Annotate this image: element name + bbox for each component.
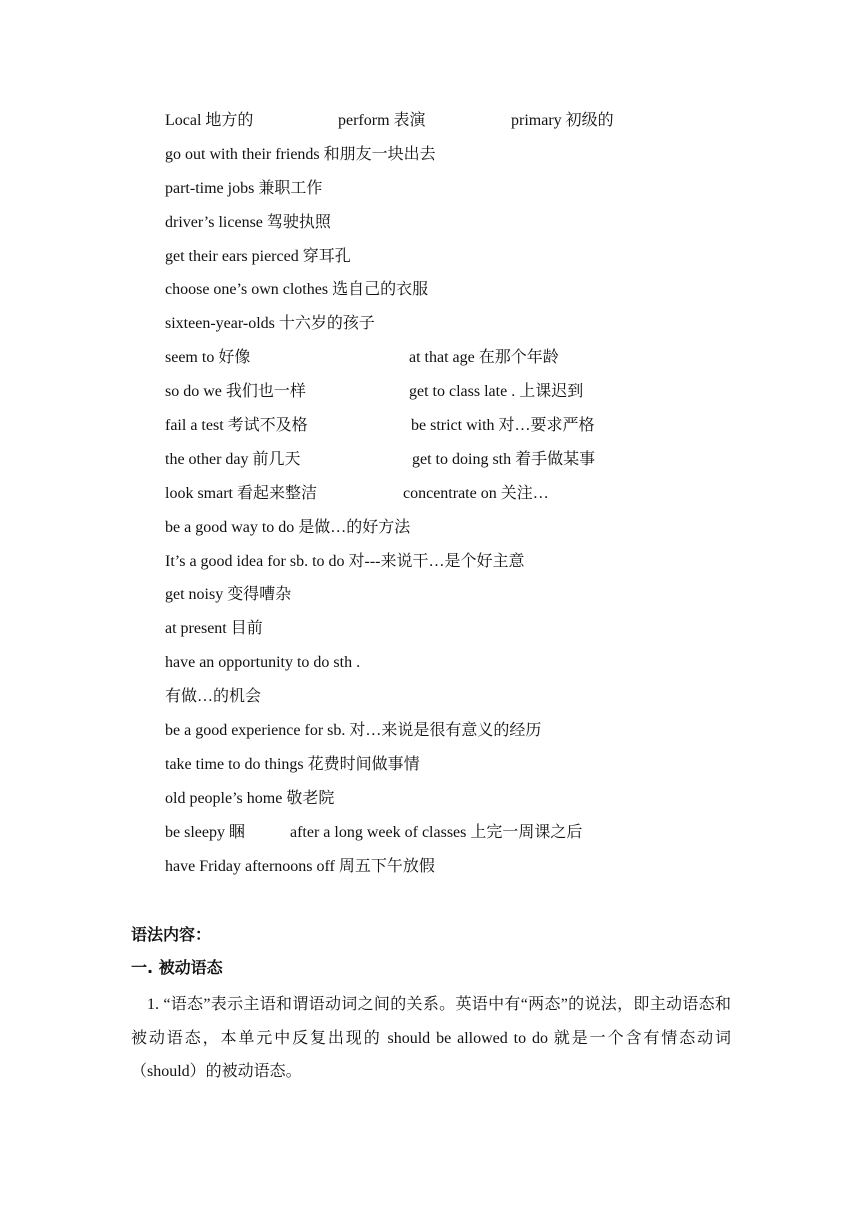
vocab-row [165,244,785,278]
vocab-entry: concentrate on 关注… [403,484,549,502]
vocab-entry: so do we 我们也一样 [165,383,306,401]
vocab-entry: at that age 在那个年龄 [409,349,559,367]
vocab-entry: part-time jobs 兼职工作 [165,179,323,197]
vocab-row [165,142,785,176]
vocab-row [165,820,785,854]
vocab-entry: perform 表演 [338,112,426,129]
vocab-entry: be sleepy 睏 [165,823,245,841]
vocab-entry: sixteen-year-olds 十六岁的孩子 [165,315,375,333]
vocab-entry: the other day 前几天 [165,450,301,468]
vocab-row [165,277,785,311]
vocab-entry: be strict with 对…要求严格 [411,417,595,435]
vocab-row [165,854,785,888]
vocab-entry: get their ears pierced 穿耳孔 [165,247,351,265]
vocab-entry: seem to 好像 [165,349,251,367]
vocab-row [165,413,785,447]
grammar-section-title: 语法内容： [131,925,212,944]
vocab-entry: take time to do things 花费时间做事情 [165,755,420,773]
vocab-entry: after a long week of classes 上完一周课之后 [290,823,583,841]
vocab-entry: be a good experience for sb. 对…来说是很有意义的经历 [165,722,542,740]
vocab-entry: go out with their friends 和朋友一块出去 [165,145,436,163]
vocab-entry: be a good way to do 是做…的好方法 [165,518,411,536]
vocab-entry: have Friday afternoons off 周五下午放假 [165,857,435,875]
vocab-entry: have an opportunity to do sth . [165,654,361,672]
vocab-row [165,616,785,650]
vocab-row [165,379,785,413]
vocab-row [165,481,785,515]
vocab-entry: old people’s home 敬老院 [165,789,335,807]
vocab-row [165,582,785,616]
vocab-row [165,752,785,786]
vocab-row [165,684,785,718]
vocab-entry: driver’s license 驾驶执照 [165,213,331,231]
vocab-row [165,176,785,210]
vocab-entry: choose one’s own clothes 选自己的衣服 [165,281,429,299]
vocab-entry: fail a test 考试不及格 [165,417,308,435]
vocab-entry: get to doing sth 着手做某事 [412,450,596,468]
vocab-row [165,650,785,684]
vocab-entry: Local 地方的 [165,112,254,129]
vocab-row [165,515,785,549]
grammar-subsection-title: 一. 被动语态 [131,958,223,977]
vocab-entry: get to class late . 上课迟到 [409,383,584,401]
vocab-row [165,718,785,752]
vocab-row [165,549,785,583]
vocabulary-list [165,108,785,887]
vocab-row [165,345,785,379]
vocab-row [165,210,785,244]
vocab-entry: look smart 看起来整洁 [165,484,317,502]
vocab-entry: 有做…的机会 [165,688,262,706]
vocab-row [165,447,785,481]
vocab-entry: at present 目前 [165,620,263,638]
vocab-entry: get noisy 变得嘈杂 [165,586,292,604]
vocab-entry: It’s a good idea for sb. to do 对---来说干…是个好主意 [165,552,525,570]
vocab-row [165,786,785,820]
grammar-section [131,922,731,1089]
vocab-row [165,311,785,345]
vocab-entry: primary 初级的 [511,112,614,129]
grammar-paragraph: 1. “语态”表示主语和谓语动词之间的关系。英语中有“两态”的说法，即主动语态和被动语态，本单元中反复出现的 should be allowed to do 就是一个含有情态动词（should）的被动语态。 [131,996,731,1080]
vocab-row [165,108,785,142]
